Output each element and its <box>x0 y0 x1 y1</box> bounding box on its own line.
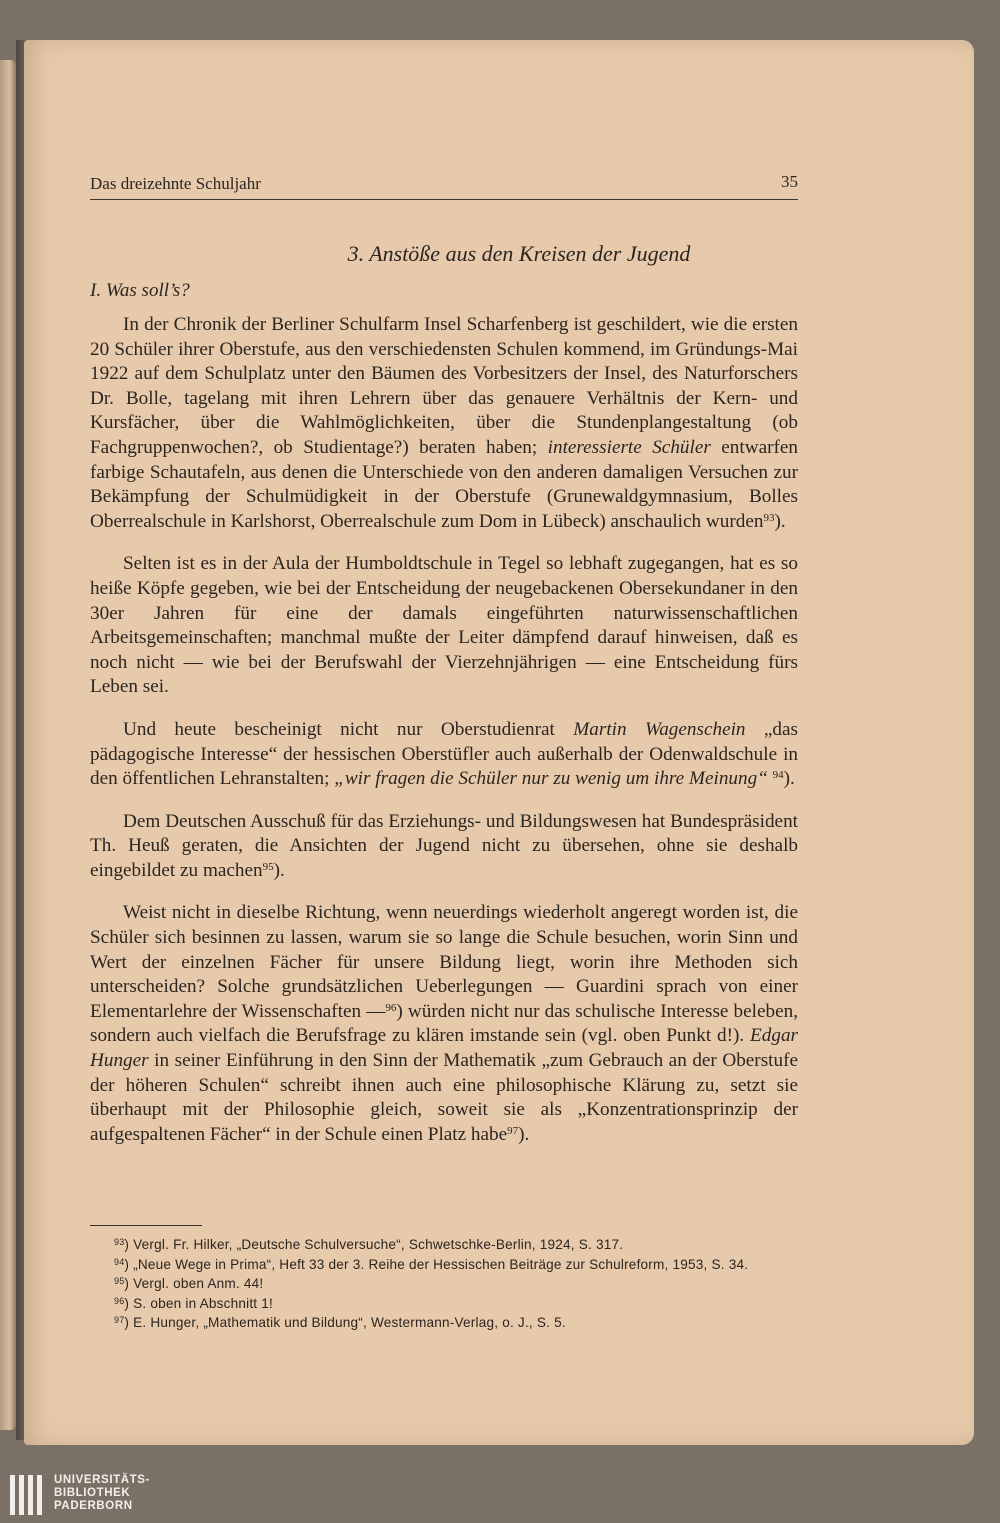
paragraph-2: Selten ist es in der Aula der Humboldtschule in Tegel so lebhaft zugegangen, hat es so heiße Köpfe gegeben, wie bei der Entscheidung der neugebackenen Obersekundaner in den 30er Jahren für eine der damals eingeführten naturwissenschaftlichen Arbeitsgemeinschaften; manchmal mußte der Leiter dämpfend darauf hinweisen, daß es noch nicht — wie bei der Berufswahl der Vierzehnjährigen — eine Entscheidung fürs Leben sei. <box>90 553 798 698</box>
footnote-ref-97[interactable]: 97 <box>507 1124 519 1137</box>
body-text <box>90 313 798 1165</box>
paragraph-5: Weist nicht in dieselbe Richtung, wenn neuerdings wiederholt angeregt worden ist, die Schüler sich besinnen zu lassen, warum sie so lange die Schule besuchen, worin Sinn und Wert der einzelnen Fächer für unsere Bildung liegt, worin ihre Methoden sich unterscheiden? Solche grundsätzlichen Ueberlegungen — Guardini sprach von einer Elementarlehre der Wissenschaften —$^{96}$) würden nicht nur das schulische Interesse beleben, sondern auch vielfach die Berufsfrage zu klären imstande sein (vgl. oben Punkt d!). Edgar Hunger in seiner Einführung in den Sinn der Mathematik „zum Gebrauch an der Oberstufe der höheren Schulen“ schreibt ihnen auch eine philosophische Klärung zu, setzt sie überhaupt mit der Philosophie gleich, soweit sie als „Konzentrationsprinzip der aufgespaltenen Fächer“ in der Schule einen Platz habe$^{97}$). <box>90 902 798 1145</box>
library-logo <box>6 1473 206 1517</box>
footnotes <box>114 1235 814 1333</box>
running-title: Das dreizehnte Schuljahr <box>90 174 261 193</box>
footnote-ref-94[interactable]: 94 <box>772 769 784 782</box>
library-logo-icon <box>10 1475 48 1515</box>
footnote-ref-96[interactable]: 96 <box>385 1001 397 1014</box>
footnote-divider <box>90 1225 202 1226</box>
facing-page-edge <box>0 60 16 1430</box>
subsection-title: I. Was soll’s? <box>90 280 190 301</box>
paragraph-3: Und heute bescheinigt nicht nur Oberstudienrat Martin Wagenschein „das pädagogische Interesse“ der hessischen Oberstüfler auch außerhalb der Odenwaldschule in den öffentlichen Lehranstalten; „wir fragen die Schüler nur zu wenig um ihre Meinung“ $^{94}$). <box>90 718 798 790</box>
library-logo-text: UNIVERSITÄTS- BIBLIOTHEK PADERBORN <box>54 1474 150 1512</box>
paragraph-4: Dem Deutschen Ausschuß für das Erziehungs- und Bildungswesen hat Bundespräsident Th. Heuß geraten, die Ansichten der Jugend nicht zu übersehen, ohne sie deshalb eingebildet zu machen$^{95}$). <box>90 810 798 881</box>
footnote-ref-93[interactable]: 93 <box>763 511 775 524</box>
footnote-ref-95[interactable]: 95 <box>262 860 274 873</box>
footnote-item: $^{95}$) Vergl. oben Anm. 44! <box>114 1276 264 1292</box>
footnote-item: $^{93}$) Vergl. Fr. Hilker, „Deutsche Schulversuche“, Schwetschke-Berlin, 1924, S. 317. <box>114 1237 624 1252</box>
footnote-item: $^{96}$) S. oben in Abschnitt 1! <box>114 1295 273 1311</box>
page-number: 35 <box>781 172 798 191</box>
paragraph-1: In der Chronik der Berliner Schulfarm Insel Scharfenberg ist geschildert, wie die ersten 20 Schüler ihrer Oberstufe, aus den verschiedensten Schulen kommend, im Gründungs-Mai 1922 auf dem Schulplatz unter den Bäumen des Vorbesitzers der Insel, des Naturforschers Dr. Bolle, tagelang mit ihren Lehrern über das genauere Verhältnis der Kern- und Kursfächer, über die Wahlmöglichkeiten, über die Stundenplangestaltung (ob Fachgruppenwochen?, ob Studientage?) beraten haben; interessierte Schüler entwarfen farbige Schautafeln, aus denen die Unterschiede von den anderen damaligen Versuchen zur Bekämpfung der Schulmüdigkeit in der Oberstufe (Grunewaldgymnasium, Bolles Oberrealschule in Karlshorst, Oberrealschule zum Dom in Lübeck) anschaulich wurden$^{93}$). <box>90 314 798 532</box>
section-title: 3. Anstöße aus den Kreisen der Jugend <box>347 241 691 266</box>
running-header <box>90 173 798 200</box>
book-page <box>24 40 974 1445</box>
footnote-item: $^{97}$) E. Hunger, „Mathematik und Bildung“, Westermann-Verlag, o. J., S. 5. <box>114 1315 566 1331</box>
footnote-item: $^{94}$) „Neue Wege in Prima“, Heft 33 der 3. Reihe der Hessischen Beiträge zur Schulreform, 1953, S. 34. <box>114 1256 749 1272</box>
